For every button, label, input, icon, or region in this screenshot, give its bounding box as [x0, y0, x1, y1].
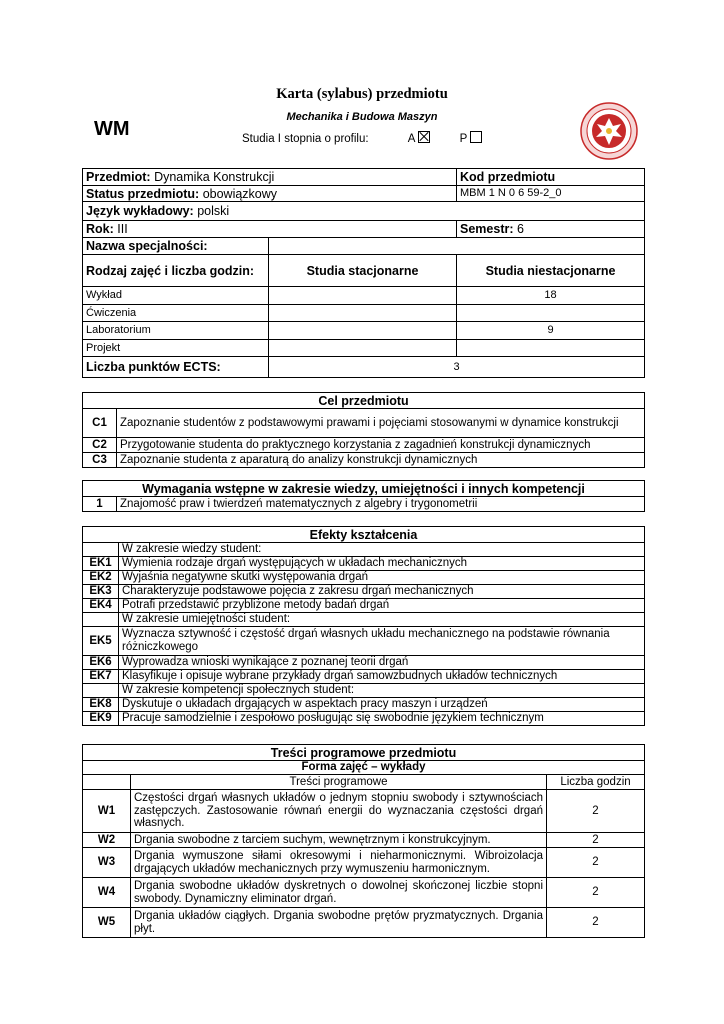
profile-row: [242, 131, 482, 145]
class-form-label: Forma zajęć – wykłady: [83, 761, 645, 775]
objective-text: Przygotowanie studenta do praktycznego korzystania z zagadnień konstrukcji dynamicznych: [117, 438, 645, 453]
prerequisite-text: Znajomość praw i twierdzeń matematycznych z algebry i trygonometrii: [117, 497, 645, 512]
form-full-time-hours: [269, 305, 457, 322]
outcome-text: Dyskutuje o układach drgających w aspektach pracy maszyn i urządzeń: [119, 698, 645, 712]
form-part-time-hours: 9: [457, 322, 645, 340]
lecture-text: Drgania swobodne układów dyskretnych o dowolnej skończonej liczbie stopni swobody. Dynamiczny eliminator drgań.: [131, 878, 547, 908]
form-full-time-hours: [269, 322, 457, 340]
ects-value: 3: [269, 357, 645, 378]
learning-outcomes-table: [82, 526, 645, 726]
lecture-hours: 2: [547, 908, 645, 938]
outcome-text: Wyprowadza wnioski wynikające z poznanej teorii drgań: [119, 656, 645, 670]
status-cell: [83, 186, 457, 202]
university-emblem-icon: [580, 102, 638, 160]
semester-label: Semestr:: [460, 222, 514, 236]
form-name: Wykład: [83, 287, 269, 305]
form-row: [83, 287, 645, 305]
objectives-title: Cel przedmiotu: [83, 393, 645, 409]
outcome-text: Wyjaśnia negatywne skutki występowania drgań: [119, 571, 645, 585]
code-value: MBM 1 N 0 6 59-2_0: [457, 186, 645, 202]
objective-code: C3: [83, 453, 117, 468]
form-full-time-hours: [269, 340, 457, 357]
outcome-code: EK4: [83, 599, 119, 613]
form-name: Laboratorium: [83, 322, 269, 340]
ects-label: Liczba punktów ECTS:: [83, 357, 269, 378]
semester-cell: [457, 221, 645, 238]
outcome-row: [83, 585, 645, 599]
faculty-name: Mechanika i Budowa Maszyn: [286, 111, 438, 123]
outcome-row: [83, 599, 645, 613]
specialization-label: Nazwa specjalności:: [83, 238, 269, 255]
outcome-row: [83, 656, 645, 670]
status-value: obowiązkowy: [202, 186, 278, 201]
part-time-header: Studia niestacjonarne: [457, 255, 645, 287]
profile-option-p[interactable]: [460, 131, 483, 145]
form-row: [83, 340, 645, 357]
profile-p-label: P: [459, 133, 468, 145]
program-content-table: [82, 744, 645, 938]
lecture-hours: 2: [547, 790, 645, 833]
outcome-text: Wymienia rodzaje drgań występujących w układach mechanicznych: [119, 557, 645, 571]
year-label: Rok:: [86, 222, 114, 236]
outcome-code: EK3: [83, 585, 119, 599]
content-column-header: Treści programowe: [131, 775, 547, 790]
semester-value: 6: [517, 222, 524, 236]
outcome-text: Potrafi przedstawić przybliżone metody badań drgań: [119, 599, 645, 613]
outcome-text: Klasyfikuje i opisuje wybrane przykłady drgań samowzbudnych układów technicznych: [119, 670, 645, 684]
specialization-value: [269, 238, 645, 255]
outcome-code: EK1: [83, 557, 119, 571]
prerequisites-title: Wymagania wstępne w zakresie wiedzy, umiejętności i innych kompetencji: [83, 481, 645, 497]
faculty-abbreviation: WM: [94, 118, 130, 140]
lecture-row: [83, 790, 645, 833]
subject-label: Przedmiot:: [86, 170, 151, 184]
year-cell: [83, 221, 457, 238]
lecture-row: [83, 878, 645, 908]
lecture-code: W1: [83, 790, 131, 833]
objectives-table: [82, 392, 645, 468]
outcome-text: Charakteryzuje podstawowe pojęcia z zakresu drgań mechanicznych: [119, 585, 645, 599]
form-part-time-hours: 18: [457, 287, 645, 305]
form-part-time-hours: [457, 340, 645, 357]
objective-row: [83, 453, 645, 468]
page-title: Karta (sylabus) przedmiotu: [276, 86, 448, 102]
lecture-code: W2: [83, 833, 131, 848]
outcome-row: [83, 698, 645, 712]
outcome-row: [83, 670, 645, 684]
lecture-row: [83, 833, 645, 848]
objective-code: C2: [83, 438, 117, 453]
lecture-row: [83, 848, 645, 878]
objective-text: Zapoznanie studenta z aparaturą do analizy konstrukcji dynamicznych: [117, 453, 645, 468]
prerequisites-table: [82, 480, 645, 512]
knowledge-section-label: W zakresie wiedzy student:: [119, 543, 645, 557]
language-value: polski: [197, 204, 230, 218]
prerequisite-code: 1: [83, 497, 117, 512]
outcomes-title: Efekty kształcenia: [83, 527, 645, 543]
outcome-row: [83, 571, 645, 585]
lecture-code: W4: [83, 878, 131, 908]
lecture-hours: 2: [547, 833, 645, 848]
form-full-time-hours: [269, 287, 457, 305]
form-row: [83, 305, 645, 322]
language-cell: [83, 202, 645, 221]
objective-row: [83, 438, 645, 453]
hours-column-header: Liczba godzin: [547, 775, 645, 790]
form-part-time-hours: [457, 305, 645, 322]
outcome-code: EK5: [83, 627, 119, 656]
lecture-text: Drgania wymuszone siłami okresowymi i nieharmonicznymi. Wibroizolacja drgających układów mechanicznych przy wymuszeniu harmonicznym.: [131, 848, 547, 878]
outcome-code: EK9: [83, 712, 119, 726]
status-label: Status przedmiotu:: [86, 186, 200, 201]
checked-box-icon[interactable]: [418, 131, 430, 143]
subject-info-table: [82, 168, 645, 378]
outcome-row: [83, 557, 645, 571]
lecture-code: W5: [83, 908, 131, 938]
class-type-label: Rodzaj zajęć i liczba godzin:: [83, 255, 269, 287]
outcome-code: EK7: [83, 670, 119, 684]
outcome-text: Wyznacza sztywność i częstość drgań własnych układu mechanicznego na podstawie równania różniczkowego: [119, 627, 645, 656]
form-row: [83, 322, 645, 340]
empty-cell: [83, 775, 131, 790]
language-label: Język wykładowy:: [86, 204, 194, 218]
outcome-text: Pracuje samodzielnie i zespołowo posługując się swobodnie językiem technicznym: [119, 712, 645, 726]
unchecked-box-icon[interactable]: [470, 131, 482, 143]
objective-row: [83, 409, 645, 438]
code-label: Kod przedmiotu: [457, 169, 645, 186]
profile-option-a[interactable]: [408, 131, 431, 145]
outcome-row: [83, 712, 645, 726]
profile-label: Studia I stopnia o profilu:: [242, 133, 369, 145]
lecture-row: [83, 908, 645, 938]
year-value: III: [117, 222, 128, 236]
subject-cell: [83, 169, 457, 186]
prerequisite-row: [83, 497, 645, 512]
lecture-hours: 2: [547, 848, 645, 878]
form-name: Projekt: [83, 340, 269, 357]
full-time-header: Studia stacjonarne: [269, 255, 457, 287]
outcome-code: EK2: [83, 571, 119, 585]
lecture-text: Częstości drgań własnych układów o jednym stopniu swobody i sztywnościach zastępczych. Zastosowanie równań energii do wyznaczania częstości drgań własnych.: [131, 790, 547, 833]
lecture-code: W3: [83, 848, 131, 878]
skills-section-label: W zakresie umiejętności student:: [119, 613, 645, 627]
objective-text: Zapoznanie studentów z podstawowymi prawami i pojęciami stosowanymi w dynamice konstrukcji: [117, 409, 645, 438]
form-name: Ćwiczenia: [83, 305, 269, 322]
empty-cell: [83, 684, 119, 698]
content-title: Treści programowe przedmiotu: [83, 745, 645, 761]
lecture-text: Drgania układów ciągłych. Drgania swobodne prętów pryzmatycznych. Drgania płyt.: [131, 908, 547, 938]
lecture-hours: 2: [547, 878, 645, 908]
profile-a-label: A: [407, 133, 416, 145]
outcome-code: EK6: [83, 656, 119, 670]
empty-cell: [83, 543, 119, 557]
subject-value: Dynamika Konstrukcji: [154, 170, 275, 184]
competences-section-label: W zakresie kompetencji społecznych student:: [119, 684, 645, 698]
lecture-text: Drgania swobodne z tarciem suchym, wewnętrznym i konstrukcyjnym.: [131, 833, 547, 848]
outcome-code: EK8: [83, 698, 119, 712]
outcome-row: [83, 627, 645, 656]
objective-code: C1: [83, 409, 117, 438]
empty-cell: [83, 613, 119, 627]
